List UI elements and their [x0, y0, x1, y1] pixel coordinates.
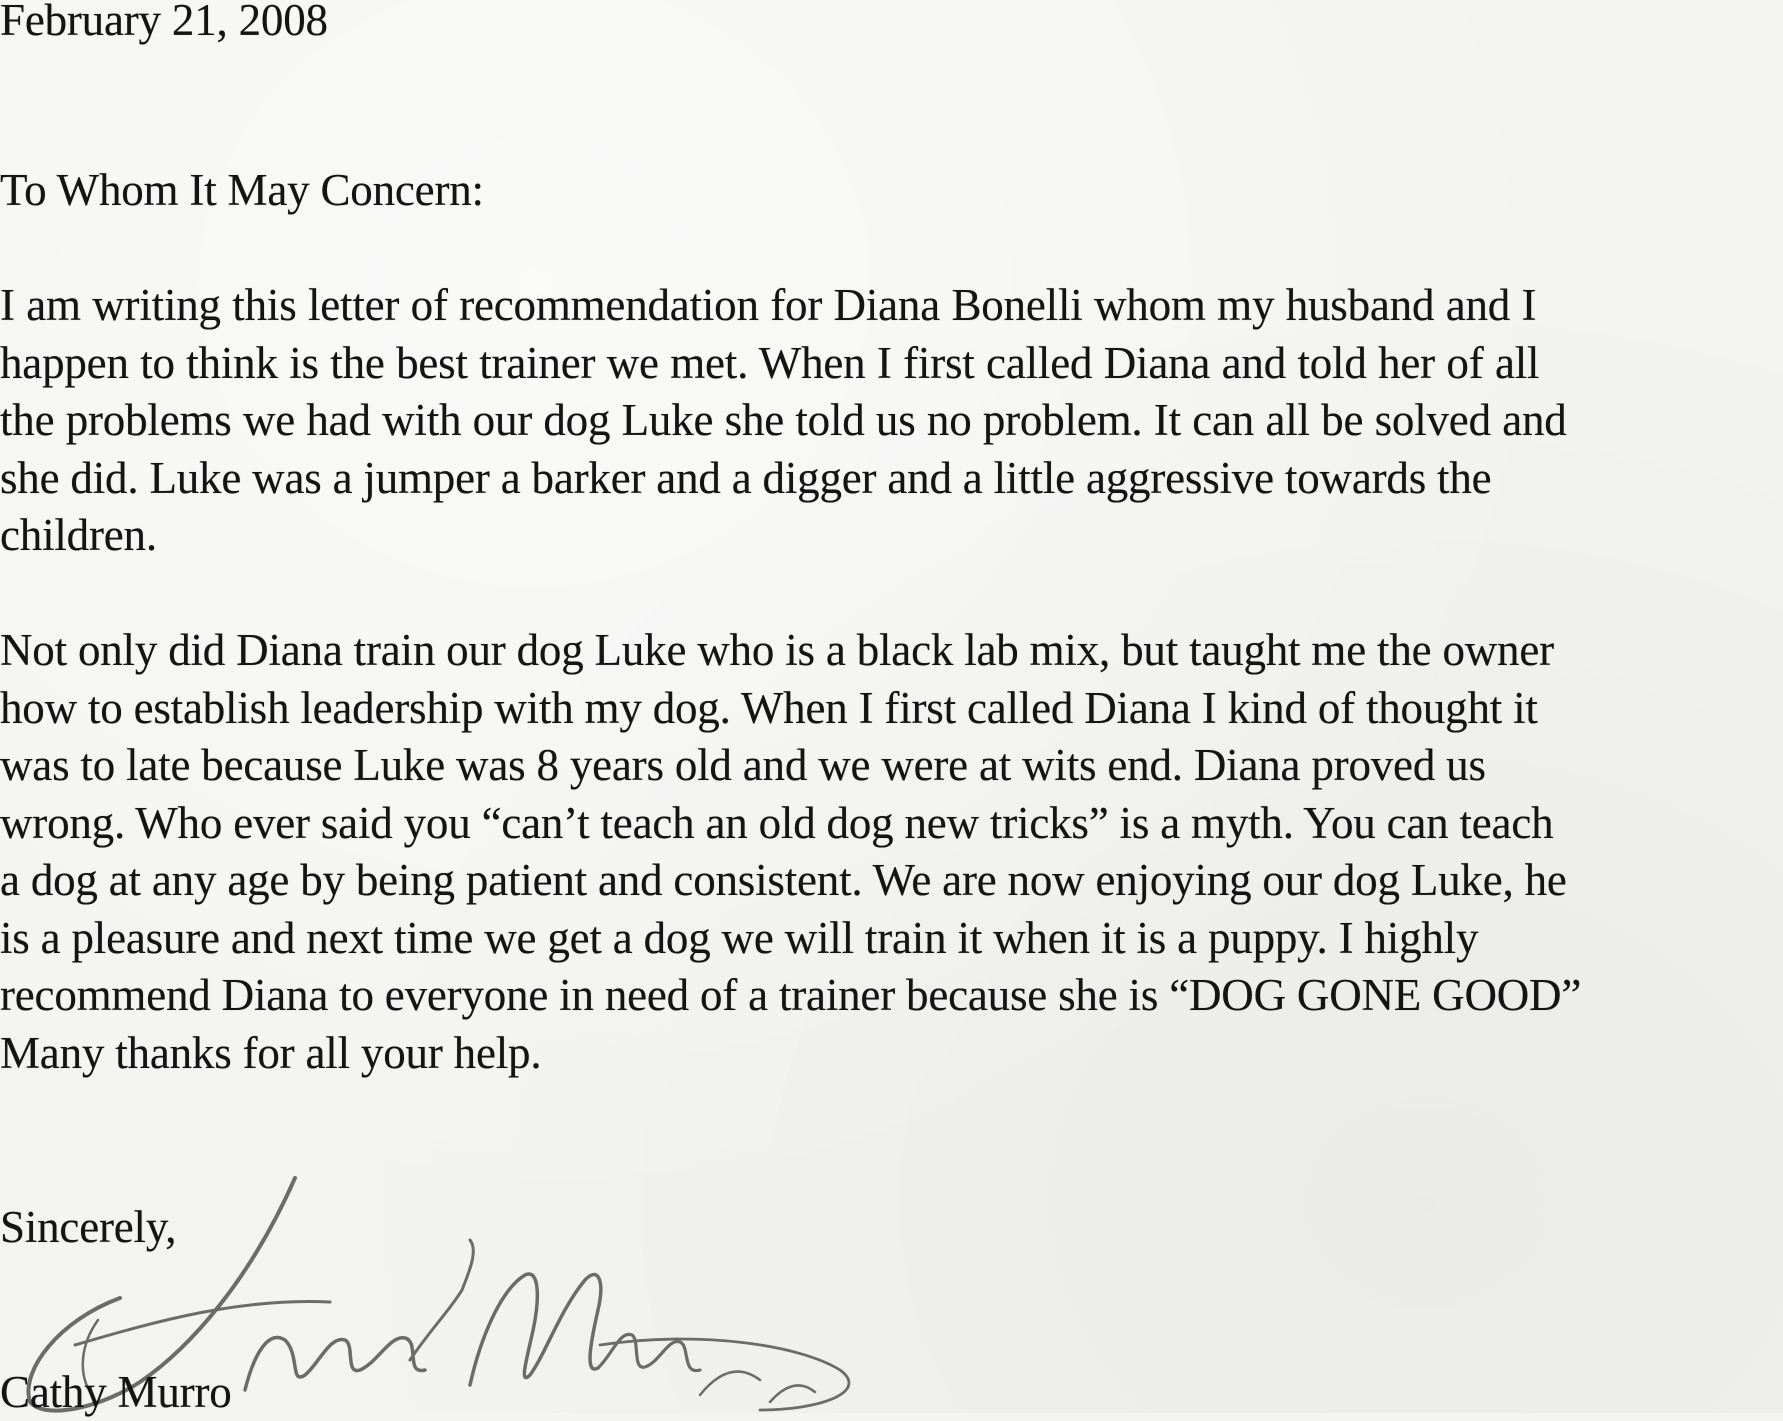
letter-paragraph-1	[0, 277, 1567, 565]
paragraph-line: the problems we had with our dog Luke she told us no problem. It can all be solved and	[0, 395, 1567, 445]
letter-closing: Sincerely,	[0, 1202, 177, 1252]
letter-salutation: To Whom It May Concern:	[0, 165, 484, 215]
paragraph-line: happen to think is the best trainer we met. When I first called Diana and told her of all	[0, 337, 1540, 388]
signature-name: Cathy Murro	[0, 1367, 232, 1417]
paragraph-line: children.	[0, 510, 157, 560]
paragraph-line: was to late because Luke was 8 years old and we were at wits end. Diana proved us	[0, 740, 1486, 790]
letter-paragraph-2	[0, 622, 1581, 1082]
paragraph-line: is a pleasure and next time we get a dog we will train it when it is a puppy. I highly	[0, 912, 1479, 963]
paragraph-line: a dog at any age by being patient and consistent. We are now enjoying our dog Luke, he	[0, 855, 1567, 905]
paragraph-line: I am writing this letter of recommendation for Diana Bonelli whom my husband and I	[0, 280, 1537, 330]
letter-date: February 21, 2008	[0, 0, 328, 45]
paragraph-line: how to establish leadership with my dog. When I first called Diana I kind of thought it	[0, 682, 1538, 733]
paragraph-line: Not only did Diana train our dog Luke who is a black lab mix, but taught me the owner	[0, 625, 1554, 675]
paragraph-line: recommend Diana to everyone in need of a trainer because she is “DOG GONE GOOD”	[0, 970, 1582, 1020]
paragraph-line: Many thanks for all your help.	[0, 1027, 542, 1078]
paragraph-line: she did. Luke was a jumper a barker and a digger and a little aggressive towards the	[0, 452, 1492, 503]
paragraph-line: wrong. Who ever said you “can’t teach an old dog new tricks” is a myth. You can teach	[0, 797, 1554, 848]
